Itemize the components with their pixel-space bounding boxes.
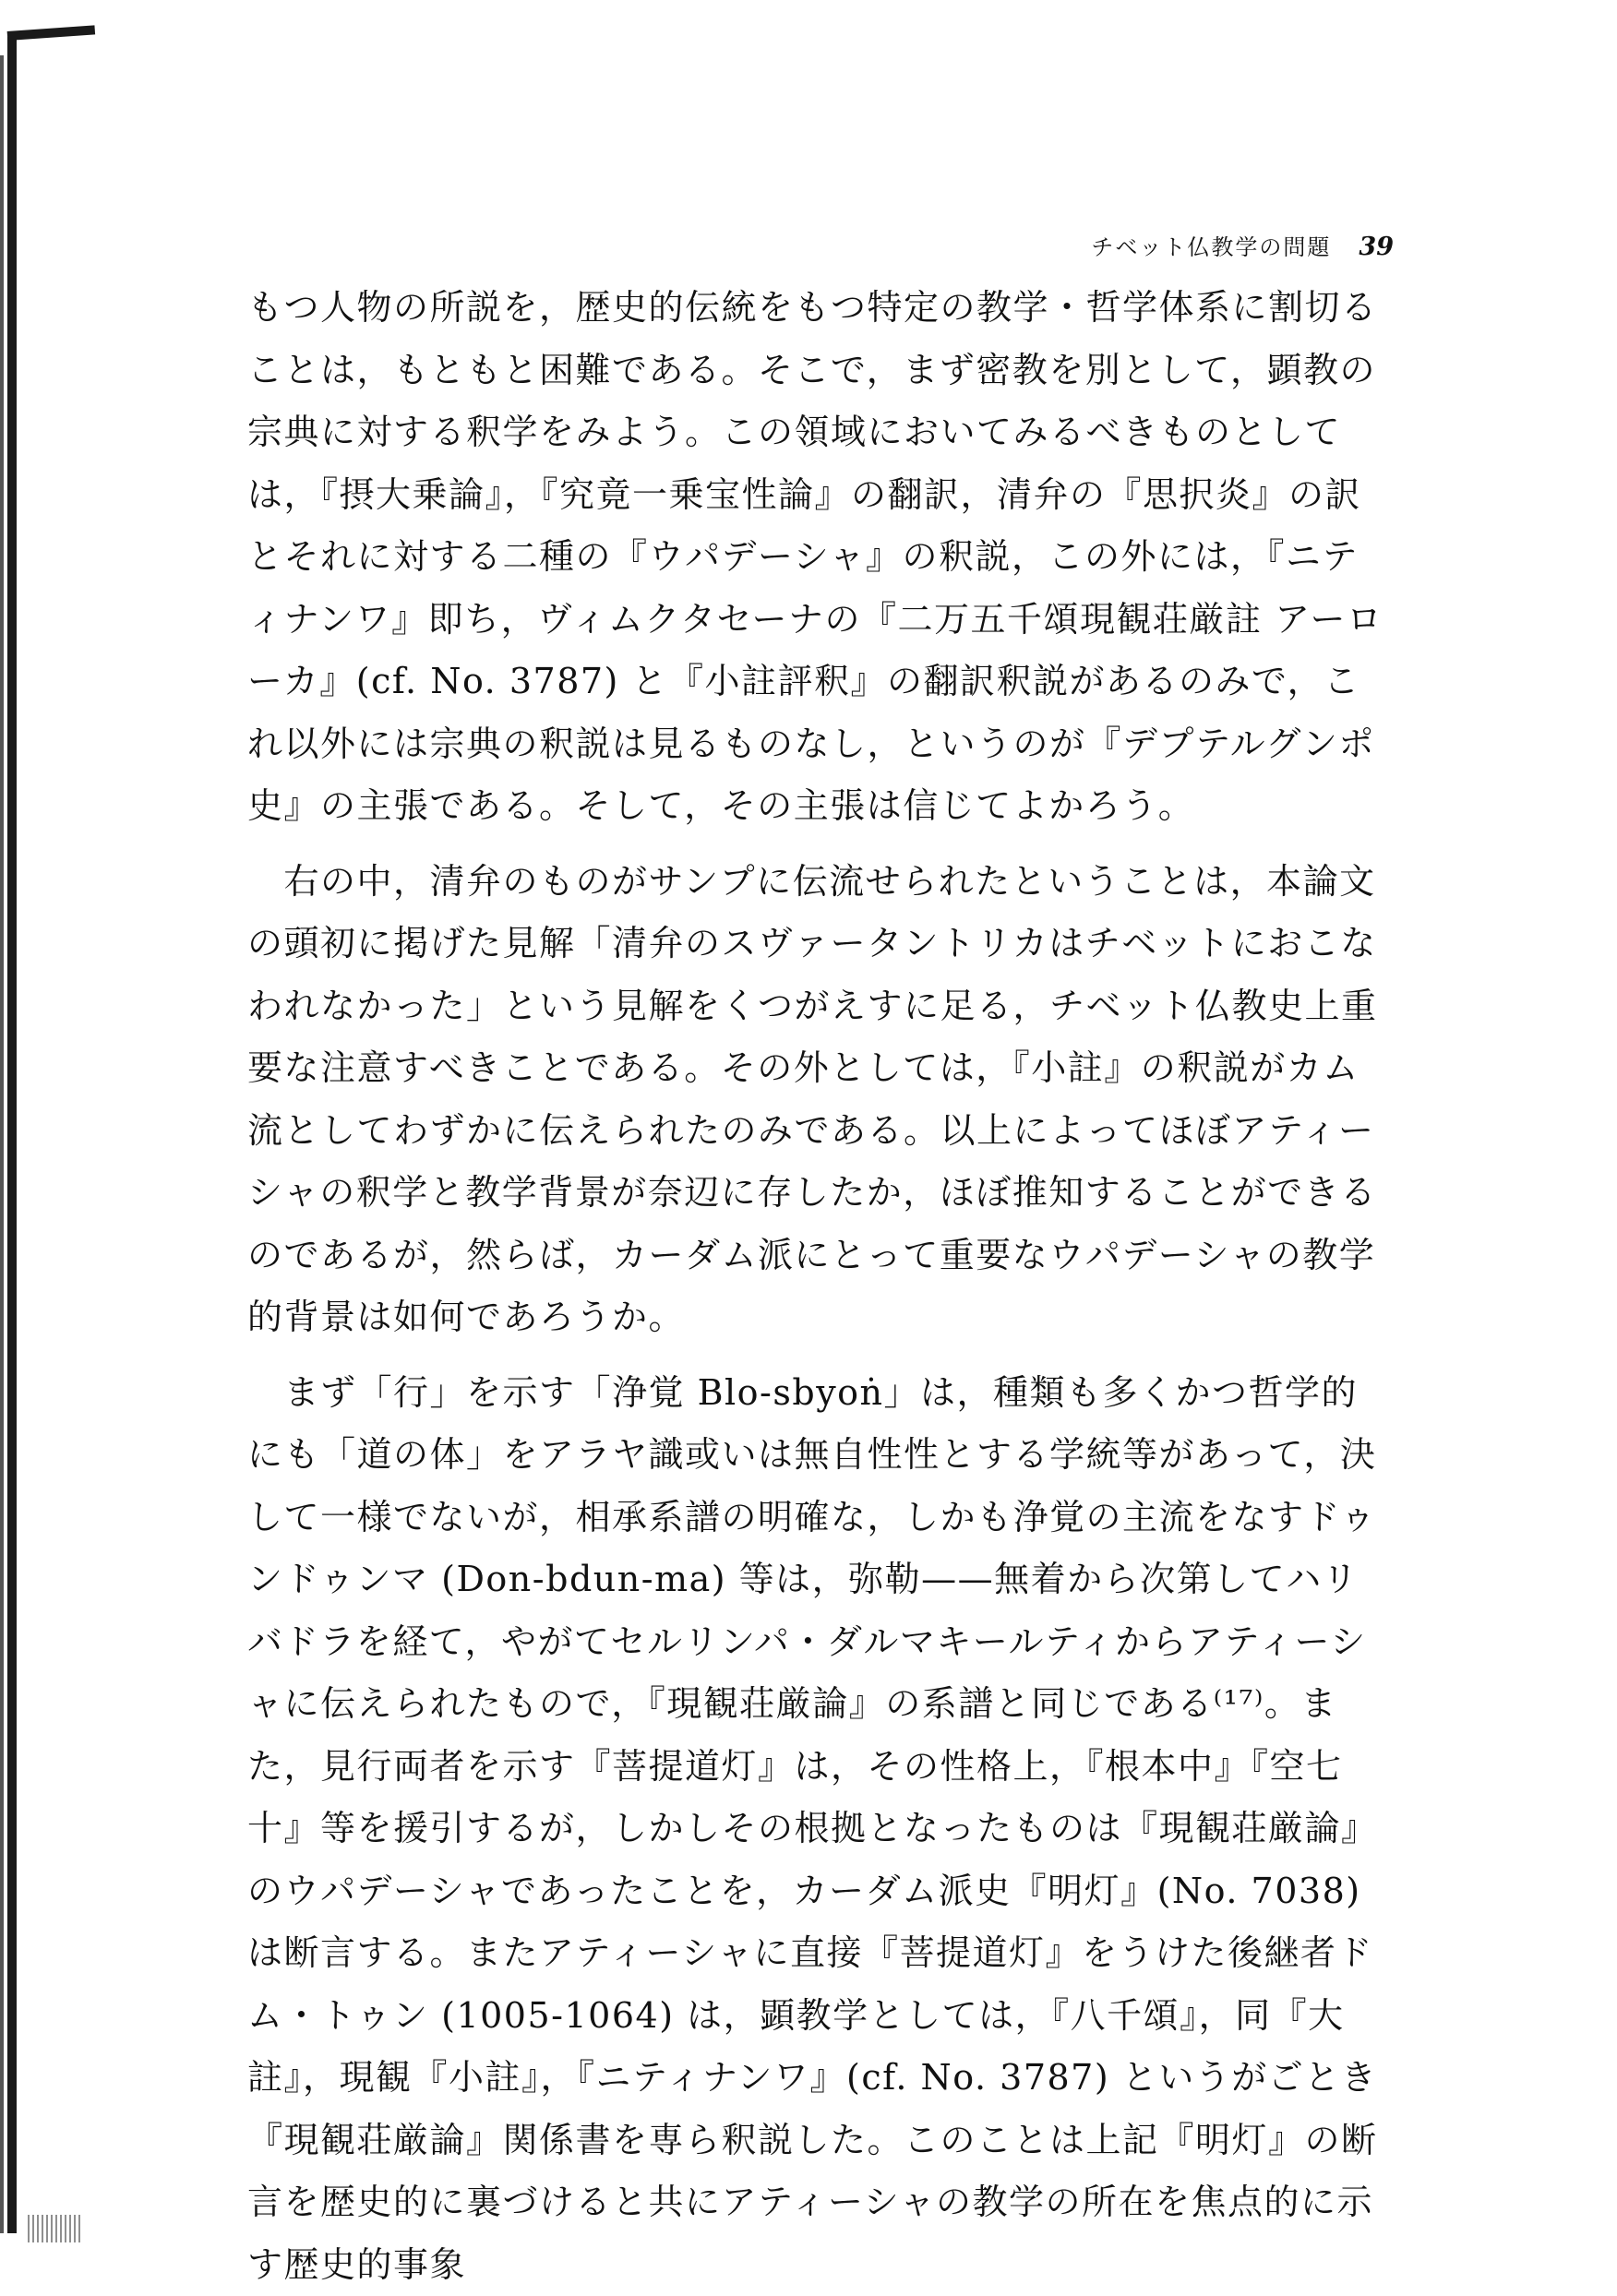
running-head bbox=[969, 229, 1394, 275]
paragraph: もつ人物の所説を，歴史的伝統をもつ特定の教学・哲学体系に割切ることは，もともと困難である。そこで，まず密教を別として，顕教の宗典に対する釈学をみよう。この領域においてみるべきものとしては，『摂大乗論』，『究竟一乗宝性論』の翻訳，清弁の『思択炎』の訳とそれに対する二種の『ウパデーシャ』の釈説，この外には，『ニティナンワ』即ち，ヴィムクタセーナの『二万五千頌現観荘厳註 アーローカ』(cf. No. 3787) と『小註評釈』の翻訳釈説があるのみで，これ以外には宗典の釈説は見るものなし，というのが『デプテルグンポ史』の主張である。そして，その主張は信じてよかろう。 bbox=[247, 277, 1384, 838]
scan-smudge bbox=[28, 2215, 83, 2242]
scan-shadow bbox=[0, 55, 4, 2233]
paragraph: まず「行」を示す「浄覚 Blo-sbyoṅ」は，種類も多くかつ哲学的にも「道の体」をアラヤ識或いは無自性性とする学統等があって，決して一様でないが，相承系譜の明確な，しかも浄覚の主流をなすドゥンドゥンマ (Don-bdun-ma) 等は，弥勒——無着から次第してハリバドラを経て，やがてセルリンパ・ダルマキールティからアティーシャに伝えられたもので，『現観荘厳論』の系譜と同じである⁽¹⁷⁾。また，見行両者を示す『菩提道灯』は，その性格上，『根本中』『空七十』等を援引するが，しかしその根拠となったものは『現観荘厳論』のウパデーシャであったことを，カーダム派史『明灯』(No. 7038) は断言する。またアティーシャに直接『菩提道灯』をうけた後継者ドム・トゥン (1005-1064) は，顕教学としては，『八千頌』，同『大註』，現観『小註』，『ニティナンワ』(cf. No. 3787) というがごとき『現観荘厳論』関係書を専ら釈説した。このことは上記『明灯』の断言を歴史的に裏づけると共にアティーシャの教学の所在を焦点的に示す歴史的事象 bbox=[247, 1362, 1384, 2296]
body-text bbox=[247, 277, 1384, 2296]
running-title: チベット仏教学の問題 bbox=[1091, 229, 1331, 261]
page-number: 39 bbox=[1359, 233, 1394, 261]
binding-edge-top bbox=[7, 25, 95, 41]
binding-edge bbox=[7, 37, 17, 2233]
paragraph: 右の中，清弁のものがサンプに伝流せられたということは，本論文の頭初に掲げた見解「清弁のスヴァータントリカはチベットにおこなわれなかった」という見解をくつがえすに足る，チベット仏教史上重要な注意すべきことである。その外としては，『小註』の釈説がカム流としてわずかに伝えられたのみである。以上によってほぼアティーシャの釈学と教学背景が奈辺に存したか，ほぼ推知することができるのであるが，然らば，カーダム派にとって重要なウパデーシャの教学的背景は如何であろうか。 bbox=[247, 851, 1384, 1349]
